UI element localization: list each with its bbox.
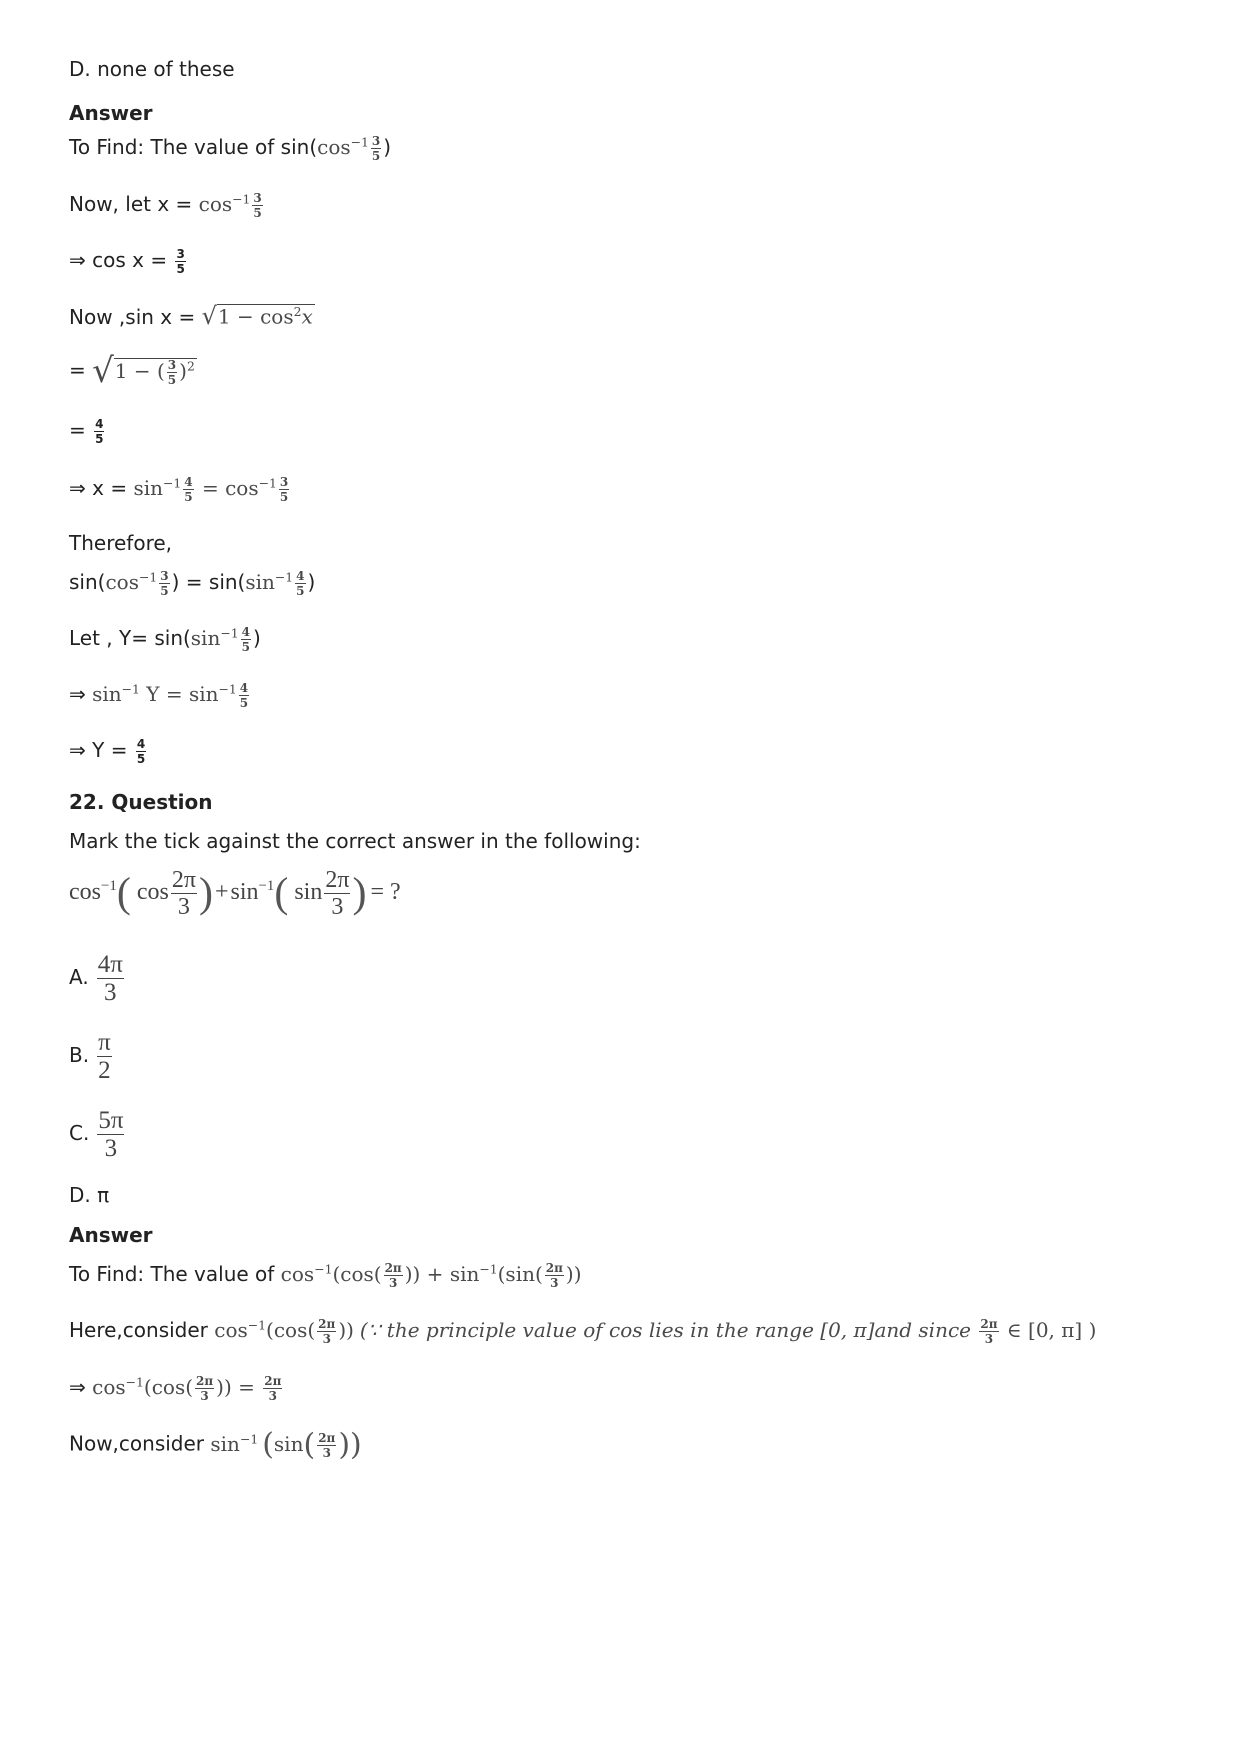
cos-result-line: ⇒ $\cos^{-1}(\cos$( $\frac{2\pi}{3}$ )) = $\frac{2\pi}{3}$ [69,1374,282,1403]
to-find-text: To Find: The value of sin( [69,135,318,159]
to-find-text-2: To Find: The value of [69,1262,281,1286]
option-b [69,1030,114,1083]
option-a [69,952,126,1005]
let-y-line: Let , $Y= \sin(\sin^{-1}$ $\frac{4}{5}$ ) [69,625,261,654]
now-consider-line: Now,consider $\sin^{-1} (\sin$( $\frac{2\pi}{3}$ )) [69,1427,362,1462]
option-a-value: $\frac{4\pi}{3}$ [97,951,123,1006]
cos-fn: cos [198,192,233,216]
cos-fn: cos [317,135,351,159]
cos-x-line [69,248,188,275]
option-b-value: $\frac{\pi}{2}$ [98,1029,111,1084]
let-x-line [69,192,265,219]
sin-x-text: Now ,sin x = [69,305,202,329]
option-a-letter: A. [69,965,89,989]
here-consider-line: Here,consider $\cos^{-1}(\cos$( $\frac{2\pi}{3}$ )) (∵ the principle value of cos lies in the range [0, π]and since $\frac{2\pi}{3}$ ∈ [0, π] ) [69,1317,1097,1346]
option-c [69,1108,126,1161]
y-eq-text: Y = [85,738,134,762]
question-instruction: Mark the tick against the correct answer in the following: [69,829,641,853]
option-d-prev: D. none of these [69,57,235,81]
fraction-4-5: $\frac{4}{5}$ [95,417,104,446]
y-result-line [69,738,148,765]
here-consider-text: Here,consider [69,1318,215,1342]
equals-sign: = [69,418,93,442]
close-paren: ) [383,135,392,159]
implies-arrow: ⇒ [69,476,86,500]
question-heading: 22. Question [69,790,213,814]
let-y-text: Let , Y= sin( [69,626,191,650]
implies-arrow: ⇒ [69,682,86,706]
inverse-sup: −1 [232,191,251,207]
answer-label-2: Answer [69,1223,153,1247]
fraction-3-5: $\frac{3}{5}$ [371,134,381,163]
fraction-4-5: $\frac{4}{5}$ [136,737,146,766]
question-expression: $\cos^{-1}$( cos $\frac{2\pi}{3}$ )$+\sin^{-1}$( sin $\frac{2\pi}{3}$ ) = ? [69,867,401,920]
principal-value-note: (∵ the principle value of cos lies in the range [0, π]and since [359,1318,978,1342]
sqrt-step-line: = √1 − ( $\frac{3}{5}$ )$^2$ [69,351,195,391]
inverse-sup: −1 [350,134,369,150]
option-c-value: $\frac{5\pi}{3}$ [98,1107,124,1162]
cos-x-text: cos x = [85,248,174,272]
sin-inv-y-line: ⇒ $\sin^{-1} Y = \sin^{-1}$ $\frac{4}{5}$ [69,681,249,710]
now-consider-text: Now,consider [69,1431,211,1456]
option-d-value: π [97,1183,110,1207]
sin-equality-line: $\sin(\cos^{-1}$ $\frac{3}{5}$ ) = $\sin(\sin^{-1}$ $\frac{4}{5}$ ) [69,569,316,598]
sin-x-line: Now ,sin $x = √1 - \cos^2x$ [69,302,313,330]
x-equals-line: ⇒ $x = \sin^{-1}$ $\frac{4}{5}$ = $\cos^{-1}$ $\frac{3}{5}$ [69,475,289,504]
to-find-line-1 [69,135,391,162]
implies-arrow: ⇒ [69,738,86,762]
x-eq-text: x = [85,476,134,500]
therefore-text: Therefore, [69,531,173,555]
option-c-letter: C. [69,1121,90,1145]
let-x-text: Now, let x = [69,192,199,216]
option-d-letter: D. [69,1183,91,1207]
result-4-5-line [69,418,106,445]
option-d [69,1184,109,1207]
sqrt-expression: 1 − ( $\frac{3}{5}$ )$^2$ [114,357,195,387]
answer-label: Answer [69,101,153,125]
implies-arrow: ⇒ [69,248,86,272]
fraction-3-5: $\frac{3}{5}$ [253,191,262,220]
fraction-3-5: $\frac{3}{5}$ [176,247,185,276]
option-b-letter: B. [69,1043,90,1067]
to-find-line-2: To Find: The value of $\cos^{-1}(\cos$( $\frac{2\pi}{3}$ )) + $\sin^{-1}(\sin$( $\frac{2\pi}{3}$ )) [69,1261,582,1290]
sqrt-expression: $1 - \cos^2x$ [217,304,313,329]
equals-sign: = [69,358,93,383]
implies-arrow: ⇒ [69,1375,86,1399]
